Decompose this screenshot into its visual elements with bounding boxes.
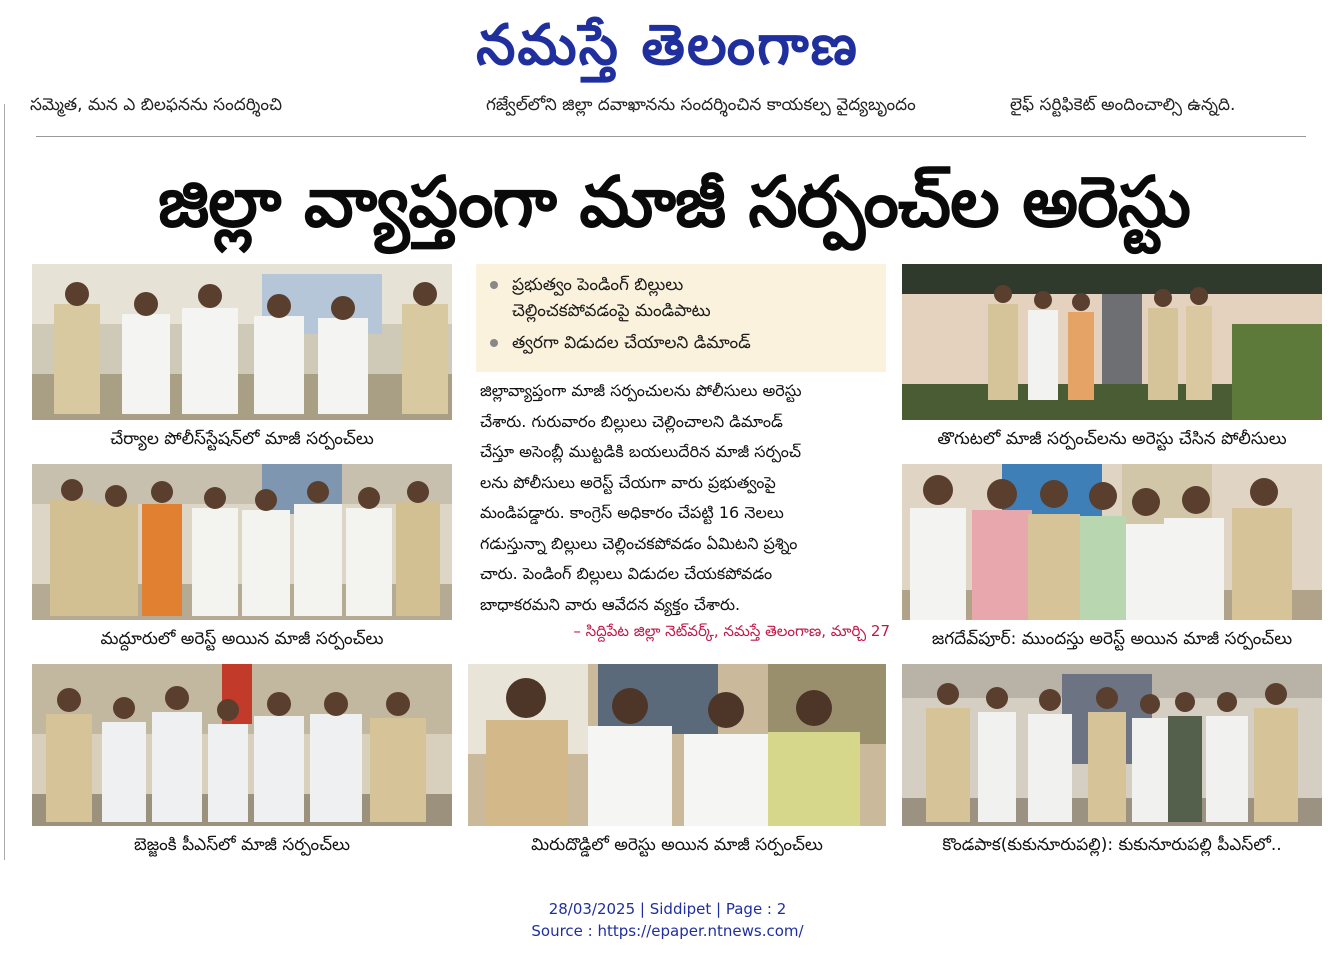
caption-jagadevpur: జగదేవ్‌పూర్: ముందస్తు అరెస్ట్ అయిన మాజీ సర్పంచ్‌లు (931, 629, 1293, 649)
article-line: జిల్లావ్యాప్తంగా మాజీ సర్పంచులను పోలీసులు అరెస్టు (480, 381, 802, 400)
photo-mirudoddi (468, 664, 886, 826)
article-line: చారు. పెండింగ్ బిల్లులు విడుదల చేయకపోవడం (480, 564, 773, 583)
photo-kondapaka (902, 664, 1322, 826)
photo-cheryala (32, 264, 452, 420)
article-line: చేస్తూ అసెంబ్లీ ముట్టడికి బయలుదేరిన మాజీ సర్పంచ్ (480, 442, 802, 461)
headline-divider (36, 136, 1306, 137)
photo-maddur (32, 464, 452, 620)
caption-kondapaka: కొండపాక(కుకునూరుపల్లి): కుకునూరుపల్లి పీఎస్‌లో.. (942, 835, 1282, 855)
highlights-box (476, 264, 886, 372)
caption-mirudoddi: మిరుదొడ్డిలో అరెస్టు అయిన మాజీ సర్పంచ్‌లు (531, 835, 823, 855)
article-body (480, 376, 890, 620)
footer-source-link[interactable]: Source : https://epaper.ntnews.com/ (531, 922, 804, 940)
footer-date-page: 28/03/2025 | Siddipet | Page : 2 (548, 900, 787, 918)
article-line: గడుస్తున్నా బిల్లులు చెల్లించకపోవడం ఏమిటని ప్రశ్నిం (480, 533, 798, 553)
article-line: లను పోలీసులు అరెస్ట్ చేయగా వారు ప్రభుత్వంపై (480, 472, 776, 492)
photo-thoguta (902, 264, 1322, 420)
page-headline: జిల్లా వ్యాప్తంగా మాజీ సర్పంచ్‌ల అరెస్టు (158, 161, 1190, 243)
photo-jagadevpur (902, 464, 1322, 620)
article-line: చేశారు. గురువారం బిల్లులు చెల్లించాలని డిమాండ్ (480, 411, 783, 431)
caption-cheryala: చేర్యాల పోలీస్‌స్టేషన్‌లో మాజీ సర్పంచ్‌లు (110, 429, 374, 449)
highlight-bullet-1-cont: చెల్లించకపోవడంపై మండిపాటు (512, 301, 711, 321)
caption-bejjanki: బెజ్జంకి పీఎస్‌లో మాజీ సర్పంచ్‌లు (134, 835, 350, 855)
bullet-dot-icon (490, 281, 498, 289)
top-strip-left: సమ్మెత, మన ఎ బిలఫ‌నను సందర్శించి (30, 95, 282, 115)
masthead-logo: నమస్తే తెలంగాణ (476, 12, 859, 78)
caption-thoguta: తొగుటలో మాజీ సర్పంచ్‌లను అరెస్టు చేసిన పోలీసులు (937, 429, 1287, 449)
left-column-rule (4, 104, 5, 860)
article-line: మండిపడ్డారు. కాంగ్రెస్ అధికారం చేపట్టి 16 నెలలు (480, 503, 784, 522)
highlight-bullet-2: త్వరగా విడుదల చేయాలని డిమాండ్ (490, 330, 751, 356)
highlight-bullet-1: ప్రభుత్వం పెండింగ్ బిల్లులు (490, 272, 683, 298)
article-credit: – సిద్దిపేట జిల్లా నెట్‌వర్క్, నమస్తే తెలంగాణ, మార్చి 27 (573, 622, 890, 640)
photo-bejjanki (32, 664, 452, 826)
article-line: బాధాకరమని వారు ఆవేదన వ్యక్తం చేశారు. (480, 594, 741, 614)
bullet-dot-icon (490, 339, 498, 347)
caption-maddur: మద్దూరులో అరెస్ట్ అయిన మాజీ సర్పంచ్‌లు (100, 629, 384, 649)
top-strip-center: గజ్వేల్‌లోని జిల్లా దవాఖానను సందర్శించిన కాయకల్ప వైద్యబృందం (486, 95, 916, 115)
top-strip-right: లైఫ్ సర్టిఫికెట్ అందించాల్సి ఉన్నది. (1010, 95, 1236, 115)
